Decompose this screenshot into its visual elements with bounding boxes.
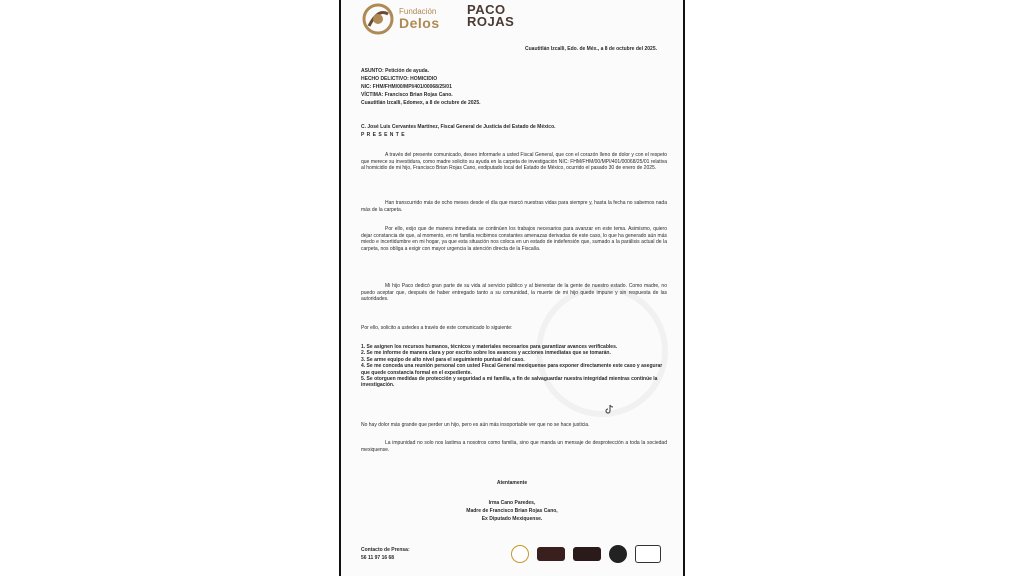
- logo-org-big: Delos: [399, 15, 440, 31]
- subject-lugar-fecha: Cuautitlán Izcalli, Edomex, a 8 de octubre de 2025.: [361, 100, 481, 106]
- round-logo-icon: [609, 545, 627, 563]
- signer-role-2: Ex Diputado Mexiquense.: [481, 516, 543, 522]
- signer-name: Irma Cano Paredes,: [488, 500, 536, 506]
- place-date: Cuautitlán Izcalli, Edo. de Méx., a 8 de octubre del 2025.: [525, 46, 657, 52]
- subject-victima: VÍCTIMA: Francisco Brian Rojas Cano.: [361, 92, 453, 98]
- paragraph-1: [361, 152, 667, 172]
- paragraph-5: [361, 325, 667, 332]
- paragraph-5-text: Por ello, solicito a ustedes a través de este comunicado lo siguiente:: [361, 325, 513, 331]
- request-item: 1. Se asignen los recursos humanos, técnicos y materiales necesarios para garantizar avances verificables.: [361, 344, 618, 350]
- paragraph-3: [361, 226, 667, 252]
- paragraph-7-text: La impunidad no solo nos lastima a nosotros como familia, sino que manda un mensaje de desprotección a toda la sociedad mexiquense.: [361, 440, 667, 453]
- subject-asunto: ASUNTO: Petición de ayuda.: [361, 68, 429, 74]
- brand-line-1: PACO: [467, 2, 506, 17]
- paragraph-6-text: No hay dolor más grande que perder un hijo, pero es aún más insoportable ver que no se hace justicia.: [361, 422, 590, 428]
- press-contact-label: Contacto de Prensa:: [361, 547, 410, 553]
- request-item: 3. Se arme equipo de alto nivel para el seguimiento puntual del caso.: [361, 356, 525, 363]
- paragraph-7: [361, 440, 667, 453]
- subject-nic: NIC: FHM/FHM/00/MPI/401/00068/25/01: [361, 84, 452, 90]
- subject-hecho: HECHO DELICTIVO: HOMICIDIO: [361, 76, 438, 82]
- requests-list: [361, 344, 667, 389]
- logo-org-small: Fundación: [399, 7, 437, 16]
- paco-rojas-logo: [467, 4, 514, 28]
- k-logo-icon: [511, 545, 529, 563]
- fundacion-delos-logo: [361, 2, 440, 36]
- paragraph-2: [361, 200, 667, 213]
- club-logo-icon: [537, 547, 565, 561]
- delos-emblem-icon: [361, 2, 395, 36]
- tiktok-watermark-icon: [605, 404, 615, 414]
- document-page: [339, 0, 685, 576]
- paragraph-3-text: Por ello, exijo que de manera inmediata se continúen los trabajos necesarios para avanzar en este tema. Asimismo, quiero dejar constancia de que, al momento, en mi familia recibimos constantes amenazas derivadas de este caso, lo que ha generado aún más miedo e incertidumbre en mi hogar, ya que esta situación nos coloca en un estado de indefensión que, sumado a la parálisis actual de la carpeta, nos obliga a exigir con mayor urgencia la atención directa de la Fiscalía.: [361, 226, 667, 252]
- recipient: C. José Luis Cervantes Martínez, Fiscal General de Justicia del Estado de México.: [361, 124, 556, 130]
- atentamente: Atentamente: [496, 480, 528, 486]
- request-item: 4. Se me conceda una reunión personal con usted Fiscal General mexiquense para exponer directamente este caso y asegurar que quede constancia formal en el expediente.: [361, 363, 663, 376]
- press-contact-phone: 56 11 97 16 68: [361, 555, 395, 561]
- presente: P R E S E N T E: [361, 132, 406, 138]
- paragraph-1-text: A través del presente comunicado, deseo informarle a usted Fiscal General, que con el corazón lleno de dolor y con el respeto que merece su investidura, como madre solicito su ayuda en la carpeta de investigación NIC: FHM/FHM/00/MPI/401/00068/25/01 relativa al homicidio de mi hijo, Francisco Brian Rojas Cano, exdiputado local del Estado de México, ocurrido el pasado 30 de enero de 2025.: [361, 152, 667, 171]
- rodher-logo-icon: [635, 545, 661, 563]
- paragraph-4-text: Mi hijo Paco dedicó gran parte de su vida al servicio público y al bienestar de la gente de nuestro estado. Como madre, no puedo aceptar que, después de haber entregado tanto a su comunidad, la muerte de mi hijo quede impune y sin respuesta de las autoridades.: [361, 283, 667, 302]
- signer-role-1: Madre de Francisco Brian Rojas Cano,: [466, 508, 558, 514]
- paragraph-4: [361, 283, 667, 303]
- request-item: 2. Se me informe de manera clara y por escrito sobre los avances y acciones inmediatas que se tomarán.: [361, 350, 611, 357]
- paragraph-6: [361, 422, 667, 429]
- brand-line-2: ROJAS: [467, 14, 515, 29]
- red-banner-logo-icon: [573, 547, 601, 561]
- footer-logos: [511, 545, 661, 563]
- paragraph-2-text: Han transcurrido más de ocho meses desde el día que marcó nuestras vidas para siempre y, hasta la fecha no sabemos nada más de la carpeta.: [361, 200, 667, 213]
- request-item: 5. Se otorguen medidas de protección y seguridad a mi familia, a fin de salvaguardar nuestra integridad mientras continúe la investigación.: [361, 376, 658, 389]
